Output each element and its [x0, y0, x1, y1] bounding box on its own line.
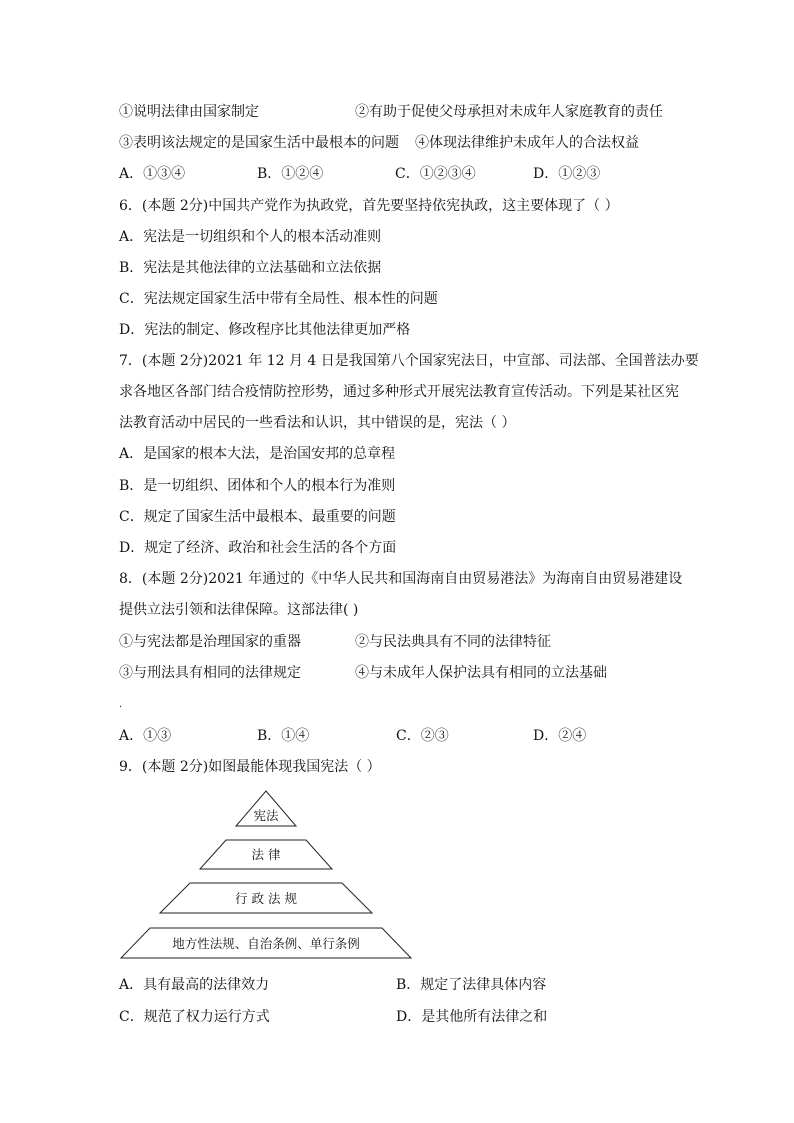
- q9-stem: 9．(本题 2分)如图最能体现我国宪法（ ）: [119, 759, 381, 775]
- q9-options-row-2: [119, 1007, 679, 1027]
- q8-option-d[interactable]: D．②④: [533, 728, 587, 744]
- law-hierarchy-pyramid: [118, 788, 414, 960]
- q5-statement-row-1: [119, 102, 679, 122]
- q5-options: [119, 164, 679, 184]
- q6-option-a[interactable]: A．宪法是一切组织和个人的根本活动准则: [119, 229, 382, 245]
- q8-statement-4: ④与未成年人保护法具有相同的立法基础: [355, 665, 607, 681]
- q5-statement-row-2: [119, 133, 679, 153]
- q6-option-b[interactable]: B．宪法是其他法律的立法基础和立法依据: [119, 260, 382, 276]
- q7-option-b[interactable]: B．是一切组织、团体和个人的根本行为准则: [119, 478, 396, 494]
- q8-statement-2: ②与民法典具有不同的法律特征: [355, 634, 551, 650]
- q9-option-b[interactable]: B．规定了法律具体内容: [396, 977, 547, 993]
- q8-stem-line-2: 提供立法引领和法律保障。这部法律( ): [119, 602, 359, 618]
- q8-option-c[interactable]: C．②③: [396, 728, 449, 744]
- q8-option-b[interactable]: B．①④: [257, 728, 310, 744]
- q7-stem-line-1: 7．(本题 2分)2021 年 12 月 4 日是我国第八个国家宪法日，中宣部、司法部、全国普法办要: [119, 353, 699, 369]
- q8-statement-3: ③与刑法具有相同的法律规定: [119, 665, 301, 681]
- q5-statement-3: ③表明该法规定的是国家生活中最根本的问题: [119, 135, 399, 151]
- q8-statement-row-2: [119, 663, 679, 683]
- q7-option-a[interactable]: A．是国家的根本大法，是治国安邦的总章程: [119, 446, 396, 462]
- pyramid-label-admin-regulations: 行 政 法 规: [235, 891, 297, 906]
- q9-option-c[interactable]: C．规范了权力运行方式: [119, 1009, 270, 1025]
- q8-statement-row-1: [119, 632, 679, 652]
- q9-option-d[interactable]: D．是其他所有法律之和: [396, 1009, 548, 1025]
- q5-statement-1: ①说明法律由国家制定: [119, 104, 259, 120]
- q5-option-a[interactable]: A．①③④: [119, 166, 186, 182]
- q8-statement-1: ①与宪法都是治理国家的重器: [119, 634, 301, 650]
- q6-option-c[interactable]: C．宪法规定国家生活中带有全局性、根本性的问题: [119, 291, 438, 307]
- q6-option-d[interactable]: D．宪法的制定、修改程序比其他法律更加严格: [119, 322, 411, 338]
- pyramid-label-local-regulations: 地方性法规、自治条例、单行条例: [172, 936, 360, 951]
- q8-options: [119, 726, 679, 746]
- q8-option-a[interactable]: A．①③: [119, 728, 172, 744]
- q5-statement-4: ④体现法律维护未成年人的合法权益: [415, 135, 639, 151]
- q7-option-c[interactable]: C．规定了国家生活中最根本、最重要的问题: [119, 509, 396, 525]
- q6-stem: 6．(本题 2分)中国共产党作为执政党，首先要坚持依宪执政，这主要体现了（ ）: [119, 198, 619, 214]
- q8-stem-line-1: 8．(本题 2分)2021 年通过的《中华人民共和国海南自由贸易港法》为海南自由贸易港建设: [119, 571, 683, 587]
- q7-stem-line-2: 求各地区各部门结合疫情防控形势，通过多种形式开展宪法教育宣传活动。下列是某社区宪: [119, 384, 679, 400]
- q7-option-d[interactable]: D．规定了经济、政治和社会生活的各个方面: [119, 540, 397, 556]
- stray-dot: .: [119, 699, 123, 710]
- q9-option-a[interactable]: A．具有最高的法律效力: [119, 977, 270, 993]
- q5-option-c[interactable]: C．①②③④: [395, 166, 476, 182]
- q9-options-row-1: [119, 975, 679, 995]
- q7-stem-line-3: 法教育活动中居民的一些看法和认识，其中错误的是，宪法（ ）: [119, 415, 516, 431]
- q5-option-d[interactable]: D．①②③: [533, 166, 601, 182]
- pyramid-label-constitution: 宪法: [253, 808, 279, 823]
- q5-option-b[interactable]: B．①②④: [257, 166, 324, 182]
- q5-statement-2: ②有助于促使父母承担对未成年人家庭教育的责任: [355, 104, 663, 120]
- pyramid-label-law: 法 律: [251, 847, 281, 862]
